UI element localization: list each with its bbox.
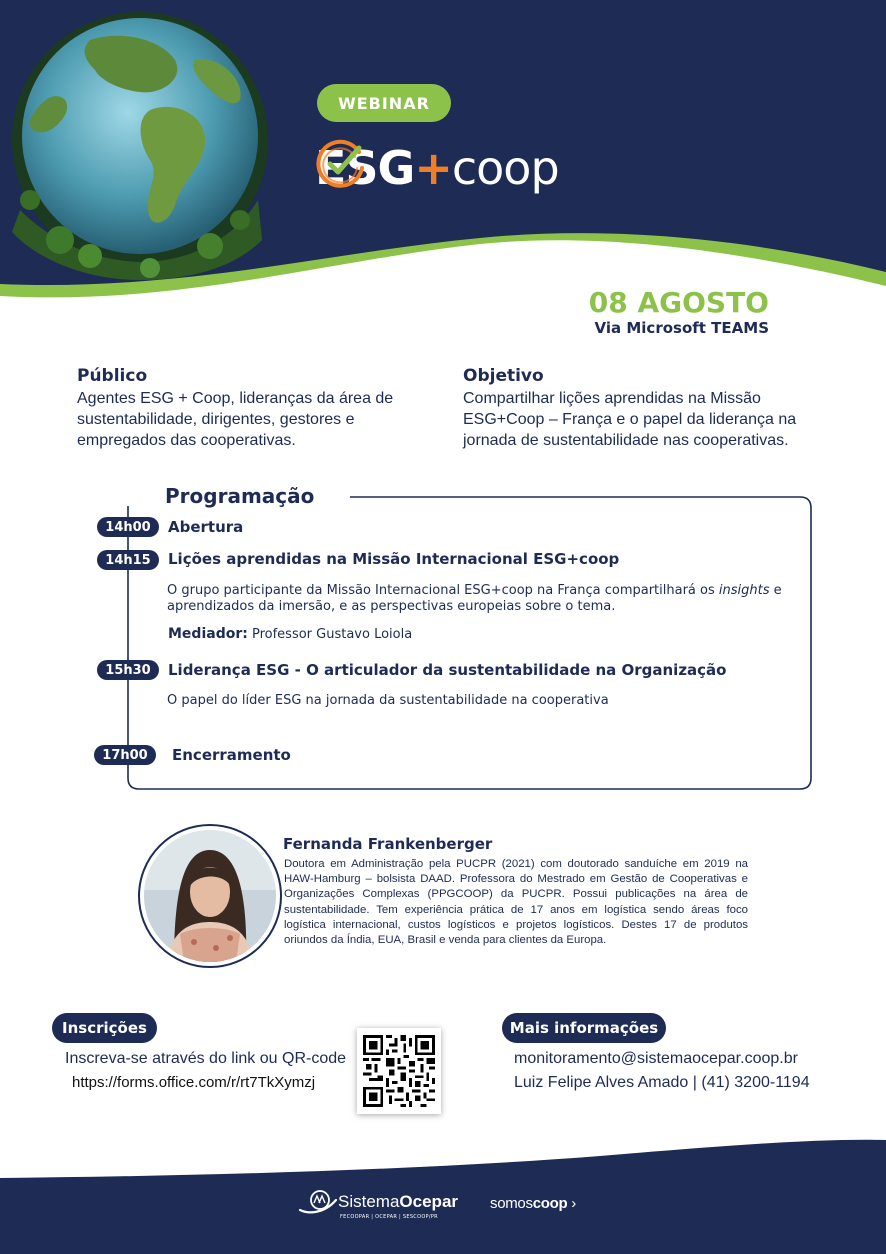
mediador-label: Mediador:	[168, 626, 248, 642]
ocepar-emblem-icon	[298, 1188, 338, 1216]
objetivo-text: Compartilhar lições aprendidas na Missão ESG+Coop – França e o papel da liderança na jornada de sustentabilidade nas cooperativas.	[463, 390, 797, 449]
agenda-item-title: Lições aprendidas na Missão Internacional ESG+coop	[168, 550, 620, 568]
inscricoes-label: Inscrições	[62, 1019, 147, 1037]
speaker-photo	[144, 830, 276, 962]
logo1-name	[338, 1192, 458, 1212]
speaker-bio: Doutora em Administração pela PUCPR (2021) com doutorado sanduíche em 2019 na HAW-Hamburg – bolsista DAAD. Professora do Mestrado em Gestão de Cooperativas e Organizações Complexas (PPGCOOP) da PUCPR. Possui publicações na área de sustentabilidade. Tem experiência prática de 17 anos em logística sendo áreas foco logística internacional, custos logísticos e projetos logísticos. Destes 17 de produtos oriundos da Índia, EUA, Brasil e venda para clientes da Europa.	[284, 858, 748, 947]
contact-phone: Luiz Felipe Alves Amado | (41) 3200-1194	[514, 1074, 810, 1091]
inscricoes-text: Inscreva-se através do link ou QR-code	[65, 1050, 347, 1067]
mediador-line	[168, 626, 412, 642]
brand-esg: ESG	[315, 141, 415, 195]
agenda-item-title: Encerramento	[172, 746, 291, 764]
brand-coop: coop	[451, 141, 559, 195]
event-venue: Via Microsoft TEAMS	[594, 319, 769, 337]
speaker-portrait-icon	[144, 830, 276, 962]
speaker-name: Fernanda Frankenberger	[283, 835, 493, 853]
registration-link[interactable]: https://forms.office.com/r/rt7TkXymzj	[72, 1074, 316, 1091]
logo1-subtitle: FECOOPAR | OCEPAR | SESCOOP/PR	[340, 1214, 438, 1220]
qr-code-icon	[363, 1034, 435, 1108]
mediador-name: Professor Gustavo Loiola	[247, 627, 413, 642]
publico-title: Público	[77, 366, 148, 386]
speaker-photo-frame	[138, 824, 282, 968]
time-badge: 17h00	[94, 745, 156, 765]
logo1-bold: Ocepar	[399, 1192, 459, 1211]
time-badge: 14h00	[97, 517, 159, 537]
event-date: 08 AGOSTO	[588, 286, 769, 319]
coop-arrow-icon: ›	[567, 1195, 576, 1212]
mais-informacoes-label: Mais informações	[509, 1019, 659, 1037]
agenda-item-title: Liderança ESG - O articulador da sustentabilidade na Organização	[168, 661, 727, 679]
sistema-ocepar-logo	[298, 1188, 459, 1220]
mais-informacoes-badge	[502, 1013, 666, 1043]
agenda-item-description: O papel do líder ESG na jornada da sustentabilidade na cooperativa	[167, 693, 609, 708]
brand-plus: +	[414, 141, 452, 195]
inscricoes-badge	[52, 1013, 157, 1043]
objetivo-title: Objetivo	[463, 366, 544, 386]
logo2-bold: coop	[532, 1195, 568, 1212]
somoscoop-logo	[490, 1195, 576, 1212]
agenda-item-description	[167, 583, 797, 615]
contact-email-link[interactable]: monitoramento@sistemaocepar.coop.br	[514, 1050, 798, 1067]
time-badge: 15h30	[97, 660, 159, 680]
logo1-regular: Sistema	[338, 1192, 400, 1211]
time-badge: 14h15	[97, 550, 159, 570]
logo2-regular: somos	[490, 1195, 533, 1212]
desc-text: e aprendizados da imersão, e as perspectivas europeias sobre o tema.	[167, 583, 782, 614]
desc-text: O grupo participante da Missão Internacional ESG+coop na França compartilhará os	[167, 583, 719, 598]
programacao-title: Programação	[165, 484, 315, 508]
qr-code[interactable]	[357, 1028, 441, 1114]
publico-text: Agentes ESG + Coop, lideranças da área de sustentabilidade, dirigentes, gestores e empregados das cooperativas.	[77, 390, 394, 449]
webinar-label: WEBINAR	[338, 93, 430, 113]
agenda-item-title: Abertura	[168, 518, 244, 536]
desc-italic: insights	[718, 583, 770, 598]
